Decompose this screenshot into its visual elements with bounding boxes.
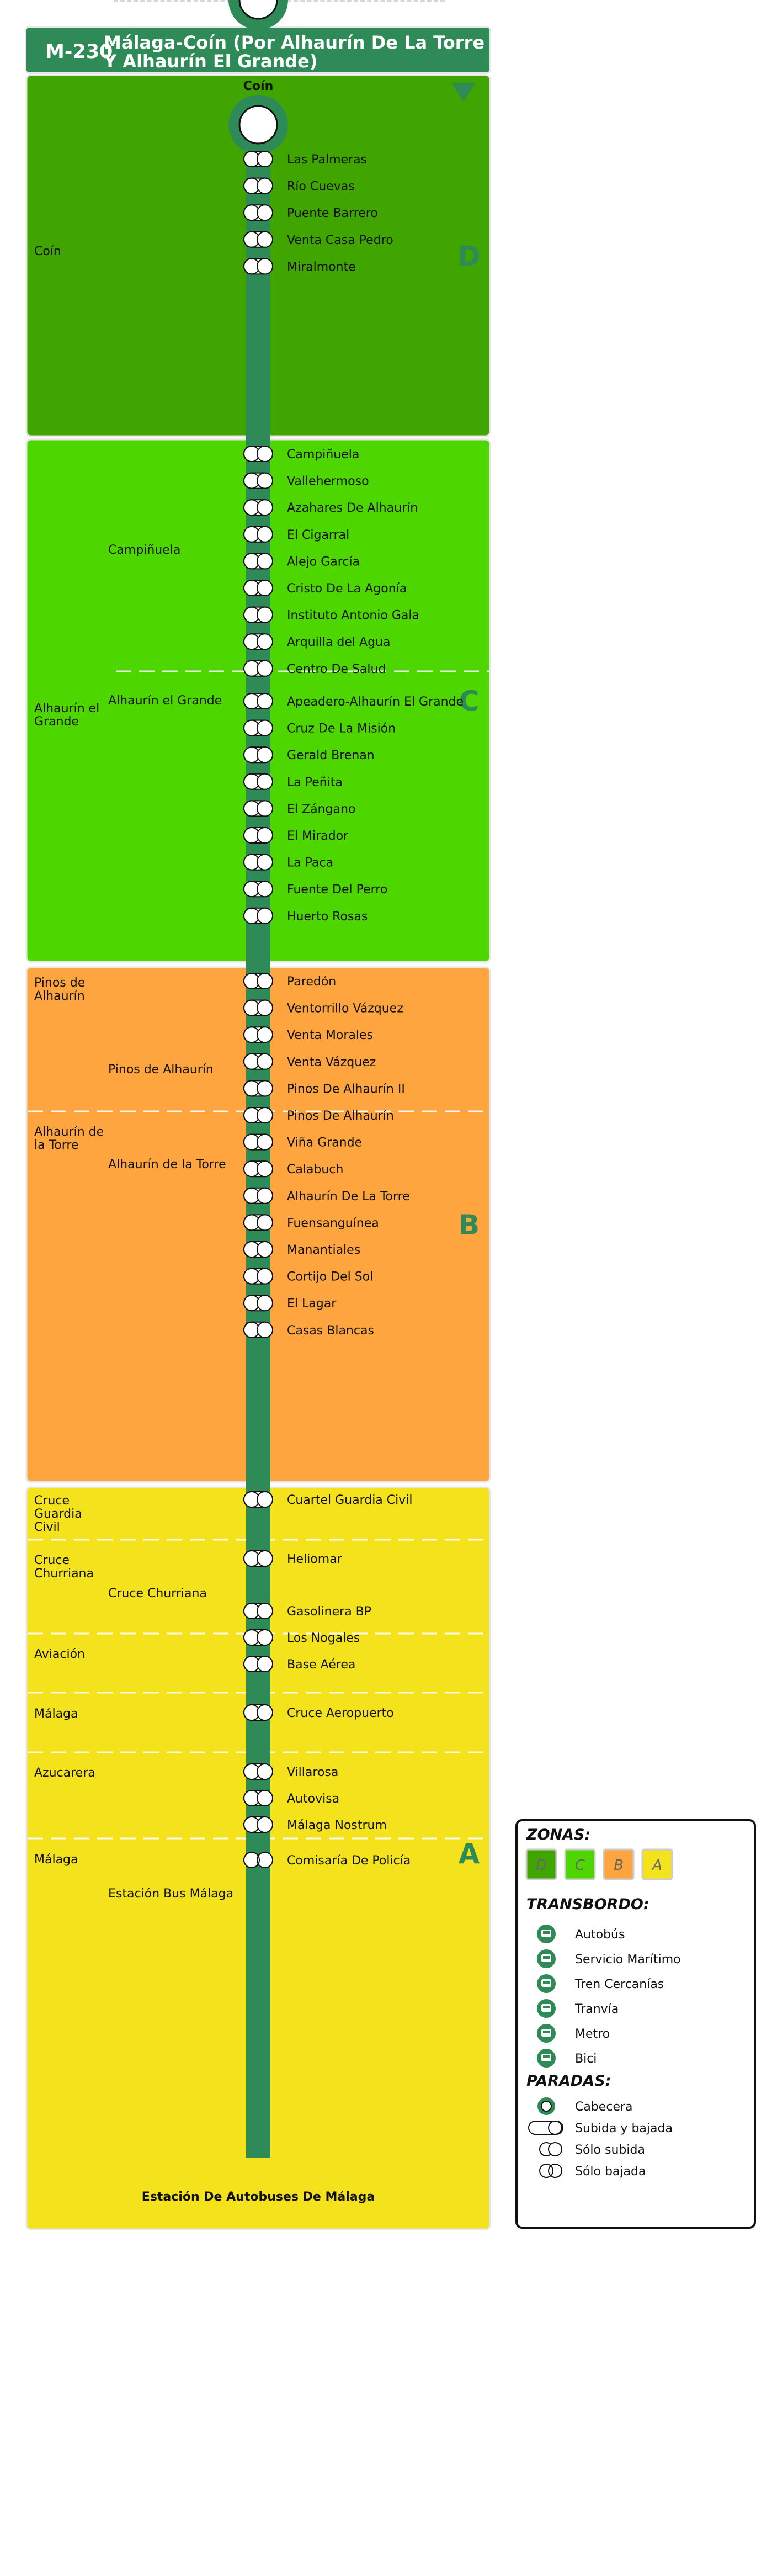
stop-marker: [244, 1188, 273, 1204]
stop-label: Vallehermoso: [287, 474, 369, 489]
legend-zone-letter: A: [652, 1857, 662, 1874]
municipality-label-line: Málaga: [34, 1853, 78, 1867]
stop-marker: [244, 1107, 273, 1123]
tram-icon-window: [543, 2006, 550, 2008]
stop-label: Apeadero-Alhaurín El Grande: [287, 695, 464, 709]
municipality-label-line: Coín: [34, 245, 61, 258]
board-circle: [257, 1135, 273, 1150]
municipality-label-line: Pinos de: [34, 976, 86, 990]
stop-marker: [244, 1080, 273, 1096]
bus-icon: [537, 1925, 556, 1943]
stop-marker: [244, 747, 273, 762]
legend-both-circle: [549, 2121, 562, 2134]
boat-icon-window: [543, 1956, 550, 1959]
board-circle: [257, 1790, 273, 1806]
legend-stop-type-label: Sólo subida: [575, 2143, 645, 2157]
stop-label: Gerald Brenan: [287, 749, 375, 763]
municipality-label: [34, 245, 61, 258]
board-circle: [257, 881, 273, 897]
stop-label: El Zángano: [287, 802, 356, 817]
board-circle: [257, 1764, 273, 1779]
municipality-label: [34, 1766, 95, 1780]
stop-label: Cruz De La Misión: [287, 722, 396, 736]
board-circle: [257, 1080, 273, 1096]
board-circle: [257, 205, 273, 220]
board-circle: [257, 801, 273, 816]
nucleus-label: [108, 1587, 207, 1600]
stop-marker: [244, 580, 273, 596]
stop-label: Cuartel Guardia Civil: [287, 1493, 413, 1507]
board-circle: [257, 693, 273, 709]
stop-label: Campiñuela: [287, 448, 360, 462]
stop-marker: [244, 1492, 273, 1507]
municipality-label: [34, 1647, 85, 1661]
legend-zones-title: ZONAS:: [526, 1826, 591, 1843]
board-circle: [257, 1656, 273, 1672]
board-circle: [257, 232, 273, 247]
stop-marker: [244, 693, 273, 709]
legend-stop-type-label: Subida y bajada: [575, 2122, 673, 2135]
zone-letter-c: C: [459, 685, 480, 717]
stop-marker: [244, 258, 273, 274]
terminal-dot: [239, 106, 277, 144]
stop-marker: [244, 1603, 273, 1619]
municipality-label-line: Churriana: [34, 1567, 94, 1581]
board-circle: [257, 1027, 273, 1042]
municipality-label-line: Cruce: [34, 1554, 70, 1567]
stop-label: Málaga Nostrum: [287, 1819, 387, 1832]
train-icon-window: [543, 1981, 550, 1984]
stop-marker: [244, 1242, 273, 1257]
stop-label: Venta Casa Pedro: [287, 233, 393, 247]
board-circle: [257, 1000, 273, 1016]
board-circle: [257, 720, 273, 736]
nucleus-label-line: Cruce Churriana: [108, 1587, 207, 1600]
board-circle: [257, 1817, 273, 1832]
board-circle: [257, 178, 273, 194]
municipality-label-line: Guardia: [34, 1507, 82, 1521]
legend-head-dot: [541, 2101, 551, 2111]
stop-label: El Lagar: [287, 1297, 337, 1311]
board-circle: [257, 1322, 273, 1338]
stop-marker: [244, 1161, 273, 1176]
nucleus-label-line: Pinos de Alhaurín: [108, 1063, 214, 1077]
stop-marker: [244, 178, 273, 194]
legend-zone-letter: B: [614, 1857, 624, 1874]
legend-stop-type-icon: [529, 2121, 563, 2134]
zone-letter-a: A: [458, 1838, 480, 1870]
municipality-label-line: Azucarera: [34, 1766, 95, 1780]
board-circle: [257, 1054, 273, 1069]
stop-label: Manantiales: [287, 1243, 361, 1257]
stop-marker: [244, 1295, 273, 1311]
board-circle: [257, 553, 273, 569]
board-circle: [257, 1269, 273, 1284]
stop-marker: [244, 1027, 273, 1042]
board-circle: [257, 1242, 273, 1257]
nucleus-label-line: Campiñuela: [108, 543, 181, 557]
stop-label: Alhaurín De La Torre: [287, 1189, 410, 1204]
stop-marker: [244, 232, 273, 247]
legend-transfer-label: Autobús: [575, 1928, 625, 1942]
stop-label: Fuensanguínea: [287, 1216, 379, 1231]
municipality-label-line: Málaga: [34, 1707, 78, 1721]
stop-marker: [244, 661, 273, 676]
municipality-label: [34, 976, 85, 1003]
legend-transfer-label: Metro: [575, 2027, 610, 2041]
municipality-label: [34, 1707, 78, 1721]
stop-label: Las Palmeras: [287, 153, 368, 167]
stop-label: Venta Vázquez: [287, 1055, 376, 1069]
stop-label: Instituto Antonio Gala: [287, 608, 419, 623]
stop-label: Cruce Aeropuerto: [287, 1706, 394, 1720]
route-code: M-230: [45, 41, 113, 63]
stop-marker: [244, 1135, 273, 1150]
stop-marker: [244, 973, 273, 989]
municipality-label-line: Alhaurín de: [34, 1125, 104, 1139]
stop-marker: [244, 801, 273, 816]
stop-marker: [244, 1000, 273, 1016]
stop-label: Río Cuevas: [287, 179, 355, 194]
stop-label: Huerto Rosas: [287, 909, 368, 924]
stop-marker: [244, 908, 273, 924]
stop-label: Cristo De La Agonía: [287, 582, 407, 596]
board-circle: [257, 634, 273, 649]
stop-label: Viña Grande: [287, 1136, 363, 1150]
stop-marker: [244, 1215, 273, 1230]
municipality-label-line: Civil: [34, 1520, 60, 1534]
stop-label: Gasolinera BP: [287, 1605, 372, 1619]
board-circle: [257, 973, 273, 989]
board-circle: [257, 446, 273, 462]
legend-zone-letter: C: [574, 1857, 585, 1874]
board-circle: [257, 828, 273, 843]
board-circle: [257, 747, 273, 762]
nucleus-label: [108, 1158, 226, 1172]
stop-label: Arquilla del Agua: [287, 635, 391, 650]
zone-letter-b: B: [458, 1209, 480, 1241]
stop-label: Azahares De Alhaurín: [287, 501, 418, 516]
terminal-marker: [228, 95, 288, 155]
terminal-label-end: Estación De Autobuses De Málaga: [141, 2190, 375, 2204]
stop-marker: [244, 473, 273, 489]
stop-marker: [244, 634, 273, 649]
stop-label: La Paca: [287, 856, 334, 870]
stop-label: Fuente Del Perro: [287, 883, 388, 897]
board-circle: [257, 1492, 273, 1507]
legend-transfer-label: Tranvía: [575, 2002, 619, 2016]
stop-marker: [244, 720, 273, 736]
legend-transfer-title: TRANSBORDO:: [526, 1896, 649, 1913]
stop-marker: [244, 205, 273, 220]
board-circle: [257, 908, 273, 924]
stop-marker: [244, 446, 273, 462]
stop-label: Alejo García: [287, 555, 360, 569]
stop-label: Calabuch: [287, 1163, 344, 1177]
municipality-label-line: la Torre: [34, 1138, 79, 1152]
board-circle: [257, 774, 273, 789]
board-circle: [257, 1705, 273, 1720]
stop-label: El Cigarral: [287, 528, 350, 542]
board-circle: [257, 258, 273, 274]
stop-label: Centro De Salud: [287, 662, 386, 676]
nucleus-label: [108, 543, 180, 557]
legend-transfer-label: Bici: [575, 2052, 597, 2066]
legend-stops-title: PARADAS:: [526, 2073, 611, 2090]
municipality-label-line: Alhaurín: [34, 989, 85, 1003]
terminal-marker: [228, 0, 288, 30]
legend-zone-letter: D: [535, 1857, 547, 1874]
nucleus-label: [108, 694, 222, 708]
legend: [517, 1820, 755, 2228]
municipality-label-line: Cruce: [34, 1494, 70, 1508]
stop-label: Ventorrillo Vázquez: [287, 1001, 403, 1016]
stop-marker: [244, 881, 273, 897]
stop-marker: [244, 527, 273, 542]
municipality-label-line: Grande: [34, 715, 79, 729]
stop-label: Venta Morales: [287, 1029, 373, 1043]
stop-label: Casas Blancas: [287, 1323, 374, 1338]
boat-icon: [537, 1949, 556, 1968]
board-circle: [257, 1215, 273, 1230]
board-circle: [257, 1295, 273, 1311]
stop-marker: [244, 1269, 273, 1284]
stop-marker: [244, 1656, 273, 1672]
bus-icon-window: [543, 1931, 550, 1934]
stop-marker: [244, 1705, 273, 1720]
stop-marker: [244, 553, 273, 569]
stop-marker: [244, 500, 273, 515]
municipality-label-line: Alhaurín el: [34, 702, 100, 715]
stop-label: Puente Barrero: [287, 206, 378, 221]
municipality-label-line: Aviación: [34, 1647, 85, 1661]
legend-board-b: [549, 2143, 562, 2156]
bike-icon-window: [543, 2055, 550, 2058]
stop-marker: [244, 1817, 273, 1832]
zone-letter-d: D: [457, 240, 481, 272]
stop-label: La Peñita: [287, 775, 343, 789]
metro-icon-window: [543, 2031, 550, 2033]
board-circle: [257, 1107, 273, 1123]
board-circle: [257, 1603, 273, 1619]
stop-label: Los Nogales: [287, 1631, 360, 1645]
stop-marker: [244, 828, 273, 843]
stop-label: Miralmonte: [287, 260, 356, 274]
nucleus-label-line: Alhaurín de la Torre: [108, 1158, 226, 1172]
nucleus-label-line: Alhaurín el Grande: [108, 694, 222, 708]
legend-stop-type-label: Cabecera: [575, 2100, 633, 2114]
stop-marker: [244, 855, 273, 870]
metro-icon: [537, 2024, 556, 2043]
legend-transfer-label: Tren Cercanías: [575, 1978, 664, 1991]
board-circle: [257, 855, 273, 870]
stop-marker: [244, 151, 273, 167]
nucleus-label: [108, 1063, 214, 1077]
route-name: Málaga-Coín (Por Alhaurín De La Torre Y Alhaurín El Grande): [104, 32, 485, 72]
legend-transfer-label: Servicio Marítimo: [575, 1953, 681, 1967]
stop-marker: [244, 774, 273, 789]
terminal-label-start: Coín: [243, 79, 274, 93]
legend-stop-type-icon: [540, 2143, 562, 2156]
board-circle: [257, 527, 273, 542]
board-circle: [257, 1188, 273, 1204]
stop-label: El Mirador: [287, 829, 349, 843]
nucleus-label-line: Estación Bus Málaga: [108, 1887, 234, 1901]
legend-stop-type-icon: [537, 2097, 555, 2115]
stop-label: Base Aérea: [287, 1658, 356, 1672]
stop-label: Autovisa: [287, 1792, 340, 1806]
board-circle: [257, 1161, 273, 1176]
stop-label: Cortijo Del Sol: [287, 1270, 374, 1284]
stop-marker: [244, 1764, 273, 1779]
stop-label: Comisaría De Policía: [287, 1854, 411, 1868]
stop-marker: [244, 1054, 273, 1069]
municipality-label: [34, 1853, 78, 1867]
tram-icon: [537, 1999, 556, 2018]
legend-stop-type-label: Sólo bajada: [575, 2165, 646, 2179]
stop-label: Villarosa: [287, 1766, 339, 1779]
board-circle: [257, 661, 273, 676]
stop-marker: [244, 1790, 273, 1806]
nucleus-label: [108, 1887, 233, 1901]
stop-label: Heliomar: [287, 1552, 342, 1566]
board-circle: [257, 580, 273, 596]
board-circle: [257, 1551, 273, 1566]
stop-marker: [244, 1551, 273, 1566]
board-circle: [257, 607, 273, 623]
board-circle: [257, 1630, 273, 1645]
bike-icon: [537, 2049, 556, 2068]
stop-label: Pinos De Alhaurín II: [287, 1082, 405, 1096]
board-circle: [257, 473, 273, 489]
train-icon: [537, 1974, 556, 1993]
stop-marker: [244, 1630, 273, 1645]
stop-marker: [244, 1322, 273, 1338]
board-circle: [257, 500, 273, 515]
board-circle: [257, 151, 273, 167]
stop-label: Paredón: [287, 975, 337, 989]
stop-label: Pinos De Alhaurín: [287, 1109, 394, 1123]
stop-marker: [244, 607, 273, 623]
